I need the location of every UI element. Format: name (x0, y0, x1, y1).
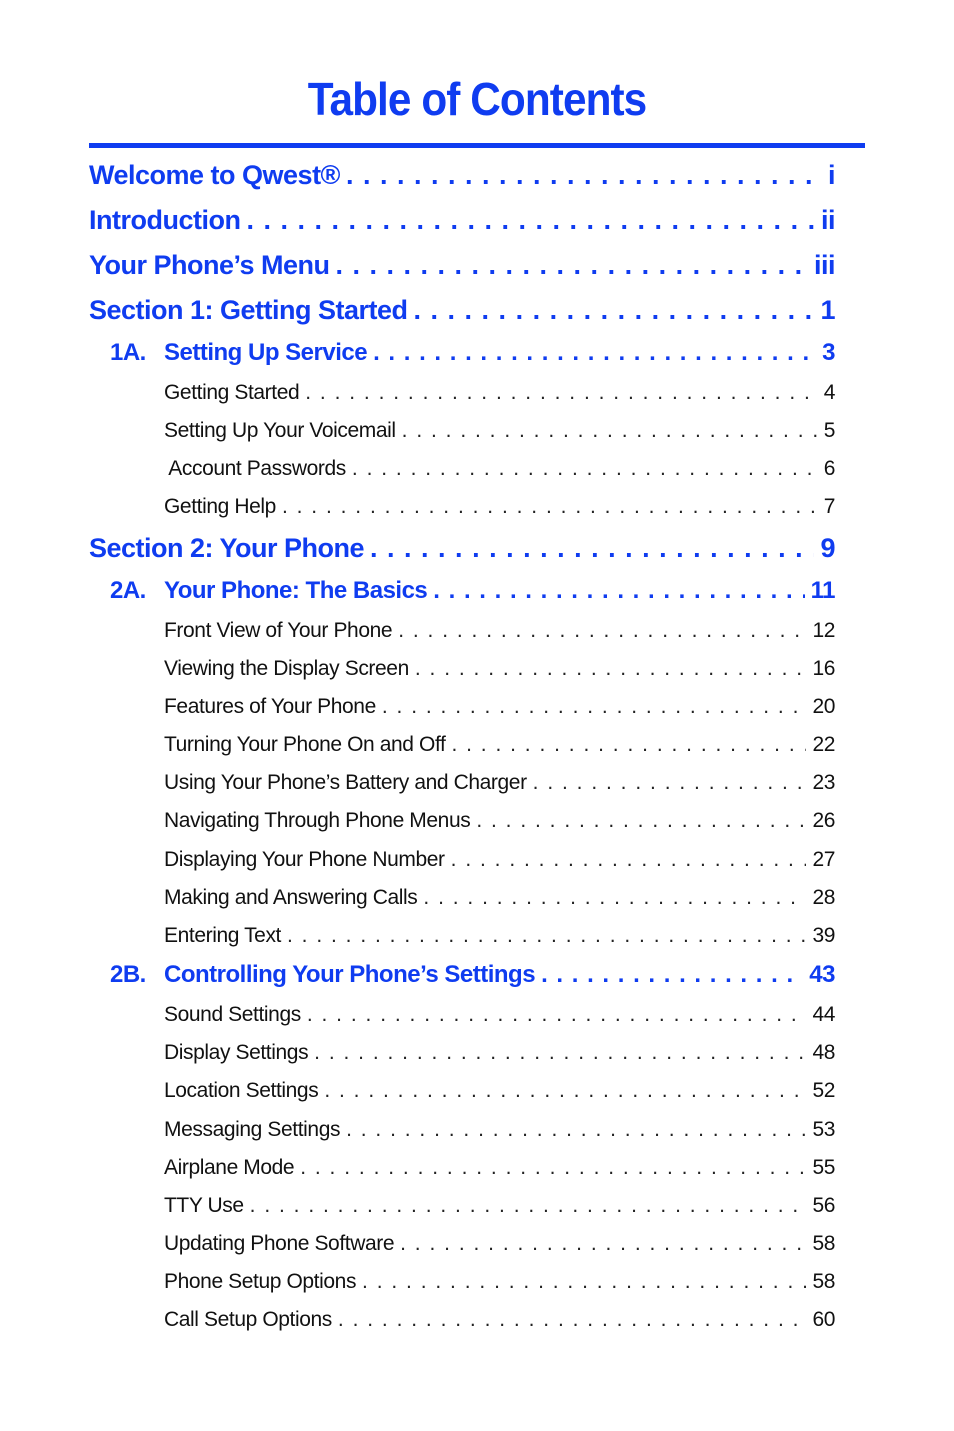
toc-dot-leader (346, 1118, 806, 1142)
toc-page-number: 58 (812, 1270, 835, 1293)
toc-item-entry[interactable] (164, 924, 835, 952)
toc-item-entry[interactable] (164, 809, 835, 837)
toc-entry-label: Turning Your Phone On and Off (164, 733, 446, 756)
toc-item-entry[interactable] (164, 619, 835, 647)
toc-section-entry[interactable] (89, 295, 835, 331)
page-title: Table of Contents (307, 73, 647, 125)
toc-dot-leader (324, 1079, 806, 1103)
toc-page-number: 44 (812, 1003, 835, 1026)
toc-entry-label: TTY Use (164, 1194, 244, 1217)
toc-dot-leader (352, 457, 818, 481)
toc-entry-label: Phone Setup Options (164, 1270, 357, 1293)
toc-entry-label: Section 1: Getting Started (89, 295, 408, 325)
toc-page-number: 9 (820, 533, 835, 563)
toc-item-entry[interactable] (164, 886, 835, 914)
toc-entry-label: Welcome to Qwest® (89, 160, 340, 190)
toc-dot-leader (305, 381, 817, 405)
toc-page-number: 39 (812, 924, 835, 947)
toc-dot-leader (451, 848, 807, 872)
toc-item-entry[interactable] (164, 733, 835, 761)
toc-entry-label: Entering Text (164, 924, 281, 947)
toc-page-number: 48 (812, 1041, 835, 1064)
toc-dot-leader (533, 771, 807, 795)
toc-chapter-entry[interactable] (110, 577, 835, 609)
toc-page-number: i (827, 160, 835, 190)
toc-item-entry[interactable] (164, 419, 835, 447)
toc-entry-label: Call Setup Options (164, 1308, 332, 1331)
toc-item-entry[interactable] (164, 457, 835, 485)
toc-item-entry[interactable] (164, 1118, 835, 1146)
toc-dot-leader (336, 250, 808, 281)
toc-entry-label: Features of Your Phone (164, 695, 376, 718)
toc-dot-leader (282, 495, 818, 519)
toc-dot-leader (246, 205, 815, 236)
toc-page-number: 7 (823, 495, 835, 518)
toc-page-number: 55 (812, 1156, 835, 1179)
toc-page-number: 53 (812, 1118, 835, 1141)
toc-item-entry[interactable] (164, 495, 835, 523)
toc-entry-label: Updating Phone Software (164, 1232, 395, 1255)
toc-entry-label: Airplane Mode (164, 1156, 295, 1179)
toc-item-entry[interactable] (164, 848, 835, 876)
toc-section-entry[interactable] (89, 160, 835, 196)
toc-dot-leader (307, 1003, 807, 1027)
toc-dot-leader (415, 657, 807, 681)
toc-dot-leader (370, 533, 814, 564)
toc-entry-label: Controlling Your Phone’s Settings (164, 961, 536, 988)
toc-page-number: 12 (812, 619, 835, 642)
toc-entry-label: Introduction (89, 205, 241, 235)
toc-page-number: 43 (809, 961, 835, 988)
toc-entry-label: Using Your Phone’s Battery and Charger (164, 771, 527, 794)
toc-page-number: 1 (820, 295, 835, 325)
toc-item-entry[interactable] (164, 695, 835, 723)
toc-entry-number: 1A. (110, 339, 146, 366)
title-divider (89, 143, 865, 148)
toc-page-number: ii (820, 205, 835, 235)
toc-entry-number: 2B. (110, 961, 146, 988)
toc-page-number: 3 (822, 339, 835, 366)
toc-dot-leader (373, 339, 816, 367)
toc-entry-label: Display Settings (164, 1041, 309, 1064)
toc-item-entry[interactable] (164, 1003, 835, 1031)
toc-page-number: iii (813, 250, 835, 280)
toc-item-entry[interactable] (164, 771, 835, 799)
toc-dot-leader (398, 619, 806, 643)
toc-page-number: 52 (812, 1079, 835, 1102)
toc-entry-label: Your Phone: The Basics (164, 577, 428, 604)
toc-entry-label: Section 2: Your Phone (89, 533, 365, 563)
toc-section-entry[interactable] (89, 533, 835, 569)
toc-item-entry[interactable] (164, 657, 835, 685)
toc-dot-leader (346, 160, 822, 191)
toc-page-number: 27 (812, 848, 835, 871)
toc-entry-label: Viewing the Display Screen (164, 657, 409, 680)
toc-item-entry[interactable] (164, 1156, 835, 1184)
toc-dot-leader (451, 733, 806, 757)
toc-chapter-entry[interactable] (110, 961, 835, 993)
toc-item-entry[interactable] (164, 1232, 835, 1260)
toc-chapter-entry[interactable] (110, 339, 835, 371)
toc-entry-label: Displaying Your Phone Number (164, 848, 445, 871)
toc-dot-leader (362, 1270, 806, 1294)
toc-dot-leader (300, 1156, 806, 1180)
toc-page-number: 58 (812, 1232, 835, 1255)
toc-dot-leader (433, 577, 804, 605)
toc-dot-leader (541, 961, 803, 989)
toc-page-number: 20 (812, 695, 835, 718)
toc-page-number: 11 (810, 577, 835, 604)
toc-entry-label: Navigating Through Phone Menus (164, 809, 471, 832)
toc-dot-leader (250, 1194, 807, 1218)
toc-entry-label: Getting Started (164, 381, 300, 404)
toc-entry-label: Setting Up Your Voicemail (164, 419, 396, 442)
toc-dot-leader (476, 809, 806, 833)
toc-entry-label: Your Phone’s Menu (89, 250, 330, 280)
toc-entry-number: 2A. (110, 577, 146, 604)
toc-item-entry[interactable] (164, 1041, 835, 1069)
toc-dot-leader (400, 1232, 806, 1256)
toc-entry-label: Front View of Your Phone (164, 619, 393, 642)
toc-item-entry[interactable] (164, 1270, 835, 1298)
toc-entry-label: Setting Up Service (164, 339, 368, 366)
toc-entry-label: Getting Help (164, 495, 276, 518)
toc-page-number: 5 (823, 419, 835, 442)
toc-item-entry[interactable] (164, 1079, 835, 1107)
toc-page-number: 28 (812, 886, 835, 909)
toc-item-entry[interactable] (164, 1308, 835, 1336)
toc-entry-label: Location Settings (164, 1079, 319, 1102)
toc-dot-leader (423, 886, 806, 910)
toc-item-entry[interactable] (164, 381, 835, 409)
toc-entry-label: Account Passwords (164, 457, 346, 480)
toc-dot-leader (338, 1308, 807, 1332)
toc-dot-leader (402, 419, 818, 443)
toc-dot-leader (314, 1041, 806, 1065)
toc-dot-leader (287, 924, 806, 948)
toc-page-number: 56 (812, 1194, 835, 1217)
toc-page-number: 6 (823, 457, 835, 480)
toc-page-number: 4 (823, 381, 835, 404)
toc-page-number: 60 (812, 1308, 835, 1331)
toc-section-entry[interactable] (89, 250, 835, 286)
toc-item-entry[interactable] (164, 1194, 835, 1222)
toc-entry-label: Messaging Settings (164, 1118, 341, 1141)
toc-dot-leader (382, 695, 807, 719)
toc-page-number: 23 (812, 771, 835, 794)
toc-page-number: 16 (812, 657, 835, 680)
toc-section-entry[interactable] (89, 205, 835, 241)
toc-entry-label: Making and Answering Calls (164, 886, 418, 909)
toc-page-number: 22 (812, 733, 835, 756)
toc-page-number: 26 (812, 809, 835, 832)
toc-dot-leader (414, 295, 815, 326)
toc-entry-label: Sound Settings (164, 1003, 301, 1026)
